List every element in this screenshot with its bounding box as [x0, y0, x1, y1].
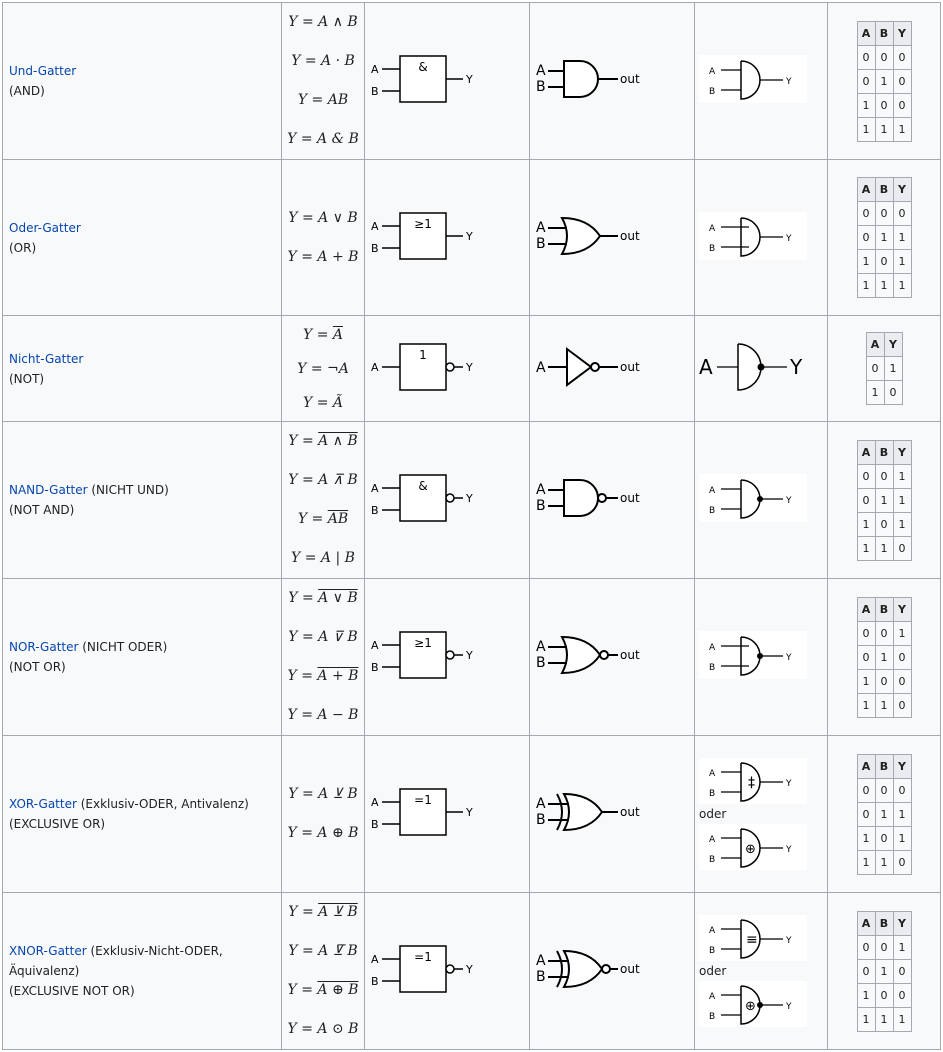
- input-a-label: A: [709, 643, 716, 653]
- input-a-label: A: [536, 482, 546, 498]
- gate-row-nor: [3, 579, 941, 736]
- gate-name-cell: [3, 160, 282, 316]
- output-y-label: Y: [466, 73, 473, 86]
- input-b-label: B: [709, 1012, 716, 1022]
- gate-name-cell: [3, 316, 282, 422]
- din-nor-symbol: [365, 625, 529, 685]
- output-out-label: out: [620, 228, 640, 243]
- din-symbol-cell: [365, 736, 530, 893]
- din-symbol-text: =1: [414, 950, 432, 964]
- din-or-symbol: [365, 206, 529, 266]
- output-y-label: Y: [466, 492, 473, 505]
- input-b-label: B: [536, 969, 546, 985]
- gate-row-or: [3, 160, 941, 316]
- alt-symbol-cell: [695, 316, 828, 422]
- input-b-label: B: [709, 946, 716, 956]
- gate-row-xnor: [3, 893, 941, 1050]
- ansi-nor-symbol: [530, 625, 694, 685]
- gate-link-nor[interactable]: NOR-Gatter: [9, 640, 79, 654]
- input-b-label: B: [536, 498, 546, 514]
- gate-name-cell: [3, 3, 282, 160]
- input-a-label: A: [699, 354, 713, 379]
- alternative-label: oder: [699, 964, 727, 978]
- truth-table-nor: A B Y 0 0 1 0 1 0 1 0 0 1 1 0: [857, 597, 912, 718]
- ansi-symbol-cell: [530, 422, 695, 579]
- input-a-label: A: [371, 639, 379, 652]
- gate-link-or[interactable]: Oder-Gatter: [9, 220, 81, 235]
- din-xor-symbol: [365, 782, 529, 842]
- alt-and-symbol: [695, 51, 827, 107]
- output-y-label: Y: [786, 936, 792, 946]
- alt-nand-symbol: [695, 470, 827, 526]
- input-b-label: B: [709, 87, 716, 97]
- din-nand-symbol: [365, 468, 529, 528]
- gate-english-name: (OR): [9, 240, 37, 255]
- gate-name-cell: [3, 579, 282, 736]
- formula-cell: [282, 893, 365, 1050]
- output-y-label: Y: [786, 1002, 792, 1012]
- formula: Y = A ⊕ B: [287, 825, 359, 841]
- gate-english-name: (EXCLUSIVE NOT OR): [9, 984, 135, 998]
- alt-xor-symbol-a: [695, 757, 827, 805]
- input-b-label: B: [709, 855, 716, 865]
- gate-extra-text: (Exklusiv-ODER, Antivalenz): [76, 797, 249, 811]
- formula: Y = ¬A: [297, 360, 349, 377]
- din-symbol-cell: [365, 422, 530, 579]
- din-symbol-text: &: [418, 479, 428, 493]
- gate-english-name: (EXCLUSIVE OR): [9, 817, 106, 831]
- input-b-label: B: [371, 241, 379, 255]
- din-symbol-text: ≥1: [414, 216, 432, 231]
- din-symbol-text: =1: [414, 793, 432, 807]
- output-out-label: out: [620, 72, 640, 86]
- gate-row-nand: [3, 422, 941, 579]
- alt-symbol-cell: [695, 579, 828, 736]
- gate-link-xnor[interactable]: XNOR-Gatter: [9, 944, 87, 958]
- gate-english-name: (NOT): [9, 371, 45, 386]
- input-a-label: A: [709, 926, 716, 936]
- din-symbol-cell: [365, 579, 530, 736]
- input-b-label: B: [536, 812, 546, 828]
- gate-row-not: [3, 316, 941, 422]
- input-b-label: B: [536, 655, 546, 671]
- alt-nor-symbol: [695, 627, 827, 683]
- ansi-symbol-cell: [530, 736, 695, 893]
- alt-symbol-cell: [695, 422, 828, 579]
- output-out-label: out: [620, 359, 640, 374]
- input-a-label: A: [371, 953, 379, 966]
- alt-xor-symbol-b: [695, 823, 827, 871]
- output-out-label: out: [620, 648, 640, 662]
- xor-triple-bar-icon: ‡: [748, 775, 755, 791]
- input-a-label: A: [371, 219, 379, 233]
- din-symbol-cell: [365, 160, 530, 316]
- alt-or-symbol: [695, 208, 827, 264]
- input-b-label: B: [709, 243, 716, 254]
- output-out-label: out: [620, 805, 640, 819]
- input-a-label: A: [709, 223, 716, 234]
- input-b-label: B: [371, 661, 379, 674]
- formula-cell: [282, 736, 365, 893]
- formula: Y = A ∧ B: [288, 14, 358, 30]
- truth-table-not: A Y 0 1 1 0: [866, 332, 903, 405]
- gate-extra-text: (Exklusiv-Nicht-ODER, Äquivalenz): [9, 944, 223, 978]
- output-y-label: Y: [790, 354, 803, 379]
- truth-table-cell: [828, 579, 941, 736]
- gate-link-nand[interactable]: NAND-Gatter: [9, 483, 88, 497]
- formula: Y = A + B: [287, 668, 359, 684]
- gate-name-cell: [3, 422, 282, 579]
- formula-cell: [282, 579, 365, 736]
- logic-gates-table: [2, 2, 941, 1050]
- gate-extra-text: (NICHT ODER): [78, 640, 168, 654]
- formula: $Y = \overline{AB}$: [297, 511, 349, 527]
- output-y-label: Y: [786, 845, 792, 855]
- alt-symbol-cell: [695, 893, 828, 1050]
- truth-table-cell: [828, 893, 941, 1050]
- truth-table-cell: [828, 422, 941, 579]
- output-y-label: Y: [786, 77, 792, 87]
- din-symbol-text: ≥1: [414, 636, 432, 650]
- identical-to-icon: ≡: [746, 932, 758, 948]
- formula: Y = A + B: [287, 248, 359, 265]
- input-b-label: B: [371, 818, 379, 831]
- din-symbol-cell: [365, 3, 530, 160]
- gate-english-name: (NOT OR): [9, 660, 66, 674]
- gate-row-xor: [3, 736, 941, 893]
- output-y-label: Y: [466, 229, 473, 243]
- input-a-label: A: [536, 63, 546, 79]
- output-y-label: Y: [466, 360, 473, 374]
- formula: Y = A ⊽ B: [288, 629, 358, 645]
- ansi-symbol-cell: [530, 316, 695, 422]
- ansi-symbol-cell: [530, 3, 695, 160]
- output-y-label: Y: [786, 496, 792, 506]
- input-b-label: B: [536, 79, 546, 95]
- formula: Y = A − B: [287, 707, 359, 723]
- din-and-symbol: [365, 49, 529, 109]
- gate-name-cell: [3, 736, 282, 893]
- alt-symbol-cell: [695, 736, 828, 893]
- truth-table-cell: [828, 316, 941, 422]
- alt-symbol-cell: [695, 160, 828, 316]
- output-y-label: Y: [466, 806, 473, 819]
- formula: Y = Ã: [303, 394, 343, 411]
- output-y-label: Y: [466, 963, 473, 976]
- formula: Y = A · B: [291, 53, 355, 69]
- input-a-label: A: [536, 796, 546, 812]
- formula: Y = A ⊻̅ B: [288, 943, 358, 959]
- formula: Y = A ∧ B: [288, 433, 358, 449]
- ansi-xnor-symbol: [530, 939, 694, 999]
- input-a-label: A: [371, 796, 379, 809]
- truth-table-cell: [828, 736, 941, 893]
- output-y-label: Y: [466, 649, 473, 662]
- input-a-label: A: [371, 360, 379, 374]
- input-a-label: A: [709, 992, 716, 1002]
- formula: Y = A ⊼ B: [288, 472, 358, 488]
- gate-english-name: (NOT AND): [9, 503, 75, 517]
- formula: Y = A | B: [291, 550, 355, 566]
- gate-extra-text: (NICHT UND): [87, 483, 169, 497]
- input-a-label: A: [536, 219, 546, 236]
- output-out-label: out: [620, 962, 640, 976]
- circled-plus-icon: ⊕: [745, 999, 756, 1014]
- input-a-label: A: [709, 769, 716, 779]
- output-y-label: Y: [786, 779, 792, 789]
- input-a-label: A: [371, 482, 379, 495]
- truth-table-nand: A B Y 0 0 1 0 1 1 1 0 1 1 1 0: [857, 440, 912, 561]
- input-b-label: B: [536, 235, 546, 252]
- ansi-not-symbol: [530, 337, 694, 397]
- ansi-and-symbol: [530, 49, 694, 109]
- output-y-label: Y: [786, 233, 792, 244]
- ansi-symbol-cell: [530, 893, 695, 1050]
- gate-link-and[interactable]: Und-Gatter: [9, 64, 77, 78]
- formula: Y = A & B: [287, 131, 359, 147]
- formula: Y = A ⊻ B: [288, 904, 358, 920]
- input-a-label: A: [536, 639, 546, 655]
- gate-row-and: [3, 3, 941, 160]
- input-a-label: A: [371, 63, 379, 76]
- formula: Y = A ⊕ B: [287, 982, 359, 998]
- formula-cell: [282, 160, 365, 316]
- input-b-label: B: [709, 663, 716, 673]
- formula: Y = A ⊻ B: [288, 786, 358, 802]
- input-a-label: A: [536, 953, 546, 969]
- formula-cell: [282, 316, 365, 422]
- din-xnor-symbol: [365, 939, 529, 999]
- ansi-symbol-cell: [530, 160, 695, 316]
- formula: Y = A ∨ B: [288, 590, 358, 606]
- alt-xnor-symbol-a: [695, 914, 827, 962]
- ansi-nand-symbol: [530, 468, 694, 528]
- truth-table-and: A B Y 0 0 0 0 1 0 1 0 0 1 1 1: [857, 21, 912, 142]
- formula: Y = A ⊙ B: [287, 1021, 359, 1037]
- alt-symbol-cell: [695, 3, 828, 160]
- alt-xnor-symbol-b: [695, 980, 827, 1028]
- formula: $Y = \overline{A}$: [303, 326, 343, 343]
- ansi-xor-symbol: [530, 782, 694, 842]
- din-symbol-cell: [365, 893, 530, 1050]
- din-symbol-text: &: [418, 60, 428, 74]
- input-a-label: A: [536, 359, 546, 376]
- input-b-label: B: [371, 504, 379, 517]
- din-not-symbol: [365, 337, 529, 397]
- formula: Y = A ∨ B: [288, 209, 358, 226]
- input-b-label: B: [709, 506, 716, 516]
- output-y-label: Y: [786, 653, 792, 663]
- truth-table-cell: [828, 160, 941, 316]
- formula: Y = AB: [297, 92, 349, 108]
- formula-cell: [282, 422, 365, 579]
- truth-table-xor: A B Y 0 0 0 0 1 1 1 0 1 1 1 0: [857, 754, 912, 875]
- formula-cell: [282, 3, 365, 160]
- gate-link-not[interactable]: Nicht-Gatter: [9, 351, 84, 366]
- gate-english-name: (AND): [9, 84, 45, 98]
- truth-table-xnor: A B Y 0 0 1 0 1 0 1 0 0 1 1 1: [857, 911, 912, 1032]
- input-a-label: A: [709, 486, 716, 496]
- input-b-label: B: [371, 975, 379, 988]
- ansi-symbol-cell: [530, 579, 695, 736]
- truth-table-or: A B Y 0 0 0 0 1 1 1 0 1 1 1 1: [857, 177, 912, 298]
- ansi-or-symbol: [530, 206, 694, 266]
- output-out-label: out: [620, 491, 640, 505]
- circled-plus-icon: ⊕: [745, 842, 756, 857]
- input-a-label: A: [709, 67, 716, 77]
- din-symbol-cell: [365, 316, 530, 422]
- alternative-label: oder: [699, 807, 727, 821]
- truth-table-cell: [828, 3, 941, 160]
- input-b-label: B: [709, 789, 716, 799]
- gate-name-cell: [3, 893, 282, 1050]
- gate-link-xor[interactable]: XOR-Gatter: [9, 797, 77, 811]
- input-a-label: A: [709, 835, 716, 845]
- alt-not-symbol: [695, 337, 827, 397]
- din-symbol-text: 1: [419, 347, 427, 362]
- input-b-label: B: [371, 85, 379, 98]
